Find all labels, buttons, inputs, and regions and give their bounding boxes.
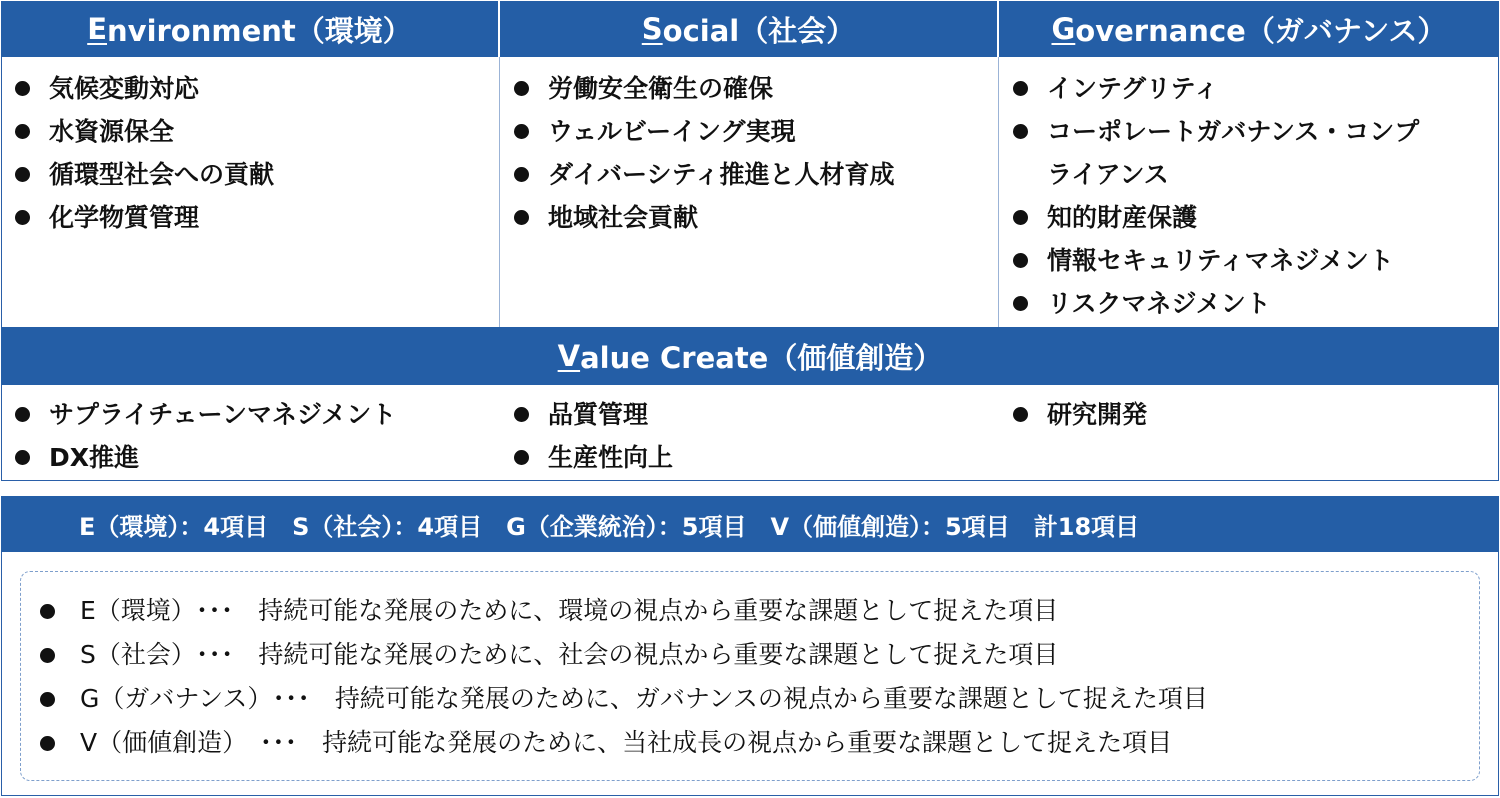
definitions-list <box>40 589 1208 765</box>
list-item: 知的財産保護 <box>1011 196 1499 239</box>
bullet-icon <box>514 124 529 139</box>
list-item: 循環型社会への貢献 <box>13 153 499 196</box>
environment-header <box>1 1 500 57</box>
social-header-initial: S <box>641 12 663 46</box>
social-header-text: ocial（社会） <box>662 13 856 48</box>
list-item: ウェルビーイング実現 <box>512 110 998 153</box>
bullet-icon <box>1013 296 1028 311</box>
list-item: 化学物質管理 <box>13 196 499 239</box>
bullet-icon <box>1013 124 1028 139</box>
value-create-col-1 <box>1 385 500 481</box>
governance-header-text: overnance（ガバナンス） <box>1075 13 1447 48</box>
list-item: ダイバーシティ推進と人材育成 <box>512 153 998 196</box>
bullet-icon <box>15 124 30 139</box>
list-item: 品質管理 <box>512 393 999 436</box>
bullet-icon <box>15 167 30 182</box>
bullet-icon <box>514 81 529 96</box>
definition-item: E（環境）･･･ 持続可能な発展のために、環境の視点から重要な課題として捉えた項目 <box>40 589 1208 633</box>
list-item: 地域社会貢献 <box>512 196 998 239</box>
environment-cell <box>1 57 500 327</box>
definition-item: V（価値創造） ･･･ 持続可能な発展のために、当社成長の視点から重要な課題として捉えた項目 <box>40 721 1208 765</box>
bullet-icon <box>1013 81 1028 96</box>
list-item: 労働安全衛生の確保 <box>512 67 998 110</box>
value-create-header-text: alue Create（価値創造） <box>580 340 943 375</box>
value-create-header <box>1 327 1499 385</box>
esg-header-row <box>1 1 1499 57</box>
definition-item: S（社会）･･･ 持続可能な発展のために、社会の視点から重要な課題として捉えた項目 <box>40 633 1208 677</box>
summary-bar: E（環境）：4項目 S（社会）：4項目 G（企業統治）：5項目 V（価値創造）：5項目 計18項目 <box>1 496 1499 552</box>
environment-header-text: nvironment（環境） <box>107 13 412 48</box>
governance-header <box>999 1 1499 57</box>
list-item: 水資源保全 <box>13 110 499 153</box>
social-cell <box>500 57 999 327</box>
bullet-icon <box>40 648 55 663</box>
bullet-icon <box>514 407 529 422</box>
bullet-icon <box>1013 253 1028 268</box>
list-item: インテグリティ <box>1011 67 1499 110</box>
governance-cell <box>999 57 1499 327</box>
list-item: コーポレートガバナンス・コンプ ライアンス <box>1011 110 1499 196</box>
bullet-icon <box>40 604 55 619</box>
bullet-icon <box>514 167 529 182</box>
bullet-icon <box>514 210 529 225</box>
definition-item: G（ガバナンス）･･･ 持続可能な発展のために、ガバナンスの視点から重要な課題として捉えた項目 <box>40 677 1208 721</box>
bullet-icon <box>40 736 55 751</box>
list-item: リスクマネジメント <box>1011 282 1499 325</box>
social-header <box>500 1 999 57</box>
bullet-icon <box>15 450 30 465</box>
bullet-icon <box>15 210 30 225</box>
bullet-icon <box>1013 407 1028 422</box>
list-item: 生産性向上 <box>512 436 999 479</box>
list-item: 情報セキュリティマネジメント <box>1011 239 1499 282</box>
value-create-header-initial: V <box>557 339 581 373</box>
esg-body-row <box>1 57 1499 327</box>
bullet-icon <box>15 407 30 422</box>
environment-header-initial: E <box>87 12 108 46</box>
bullet-icon <box>15 81 30 96</box>
bullet-icon <box>40 692 55 707</box>
governance-header-initial: G <box>1051 12 1076 46</box>
list-item: DX推進 <box>13 436 500 479</box>
list-item: サプライチェーンマネジメント <box>13 393 500 436</box>
list-item: 気候変動対応 <box>13 67 499 110</box>
list-item: 研究開発 <box>1011 393 1499 436</box>
bullet-icon <box>514 450 529 465</box>
value-create-col-2 <box>500 385 999 481</box>
bullet-icon <box>1013 210 1028 225</box>
value-create-col-3 <box>999 385 1499 481</box>
value-create-row <box>1 385 1499 481</box>
